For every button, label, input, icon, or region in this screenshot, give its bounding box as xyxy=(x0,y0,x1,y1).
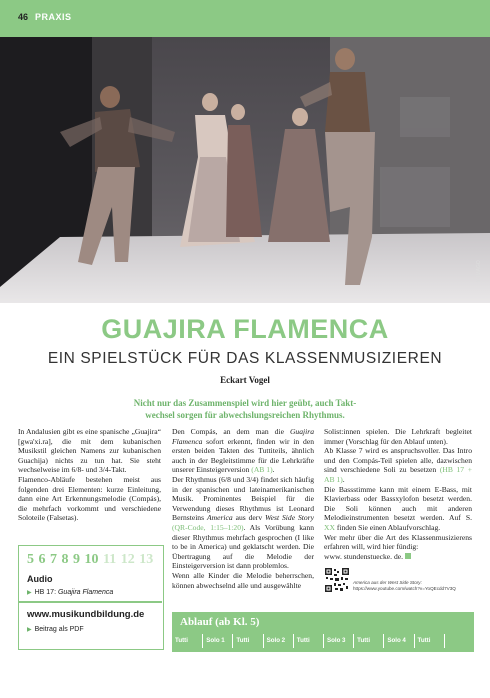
text-run-italic: West Side Story xyxy=(265,513,314,523)
info-box xyxy=(18,545,164,650)
paragraph xyxy=(172,427,314,475)
grade-number-inactive: 12 xyxy=(120,552,135,567)
hero-photo xyxy=(0,37,490,303)
column-1 xyxy=(18,427,161,523)
text-run: finden Sie einen Ablaufvorschlag. xyxy=(334,522,441,532)
divider xyxy=(19,601,162,603)
end-mark-icon xyxy=(405,553,411,559)
ref-link[interactable]: (QR-Code, 1:15–1:20) xyxy=(172,522,244,532)
dancers-photo-illustration xyxy=(0,37,490,303)
ablauf-cell xyxy=(444,634,474,648)
ablauf-cell: Tutti xyxy=(353,634,383,648)
ablauf-cell: Solo 4 xyxy=(383,634,413,648)
text-run: . Als Vorübung kann dieser Rhythmus mehrfach gesprochen (I like to be in America) und geklatscht werden. Die Übertragung auf die Melodie der Einsteigerversion ist dann problemlos. xyxy=(172,522,314,571)
column-2 xyxy=(172,427,314,590)
website-url[interactable]: www.musikundbildung.de xyxy=(27,609,145,620)
triangle-icon: ▶ xyxy=(27,627,32,633)
text-run: Den Compás, an dem man die xyxy=(172,427,290,436)
column-3 xyxy=(324,427,472,561)
qr-caption-url[interactable]: https://www.youtube.com/watch?v=YoQEcdd7V3Q xyxy=(353,586,456,591)
text-run: . xyxy=(272,465,275,475)
author-name: Eckart Vogel xyxy=(220,375,270,385)
ablauf-cell: Tutti xyxy=(414,634,444,648)
grade-number: 9 xyxy=(73,552,80,567)
section-label: PRAXIS xyxy=(35,12,72,22)
pdf-label: Beitrag als PDF xyxy=(34,626,84,633)
article-title: GUAJIRA FLAMENCA xyxy=(101,314,389,344)
text-run: Ab Klasse 7 wird es anspruchsvoller. Das Intro und den Compás-Teil spielen alle, dazwischen sind verschiedene Soli zu besetzen xyxy=(324,446,472,475)
paragraph: In Andalusien gibt es eine spanische „Guajira“ [gwa'xi.ra], die mit dem kubanischen Musikstil gleichen Namens zur kubanischen Guachija) nichts zu tun hat. Sie steht wechselweise im 6/8- und 3/4-Takt. xyxy=(18,427,161,475)
track-prefix: HB 17: xyxy=(34,589,58,596)
ref-link[interactable]: (AB 1) xyxy=(251,465,273,475)
text-run-italic: Guajira Flamenca xyxy=(172,427,314,446)
lead-text xyxy=(100,397,390,421)
paragraph xyxy=(324,446,472,484)
pdf-link[interactable] xyxy=(27,626,84,633)
ablauf-cell: Solo 3 xyxy=(323,634,353,648)
lead-line-2: wechsel sorgen für abwechslungsreichen Rhythmus. xyxy=(145,410,345,420)
qr-code-icon[interactable] xyxy=(325,568,349,592)
text-run: Die Bassstimme kann mit einem E-Bass, mit Klavierbass oder Bassxylofon besetzt werden. Die Soli können auch mit anderen Melodieinstrumenten besetzt werden. Auf S. xyxy=(324,484,472,523)
page-header xyxy=(0,0,490,37)
paragraph: Wer mehr über die Art des Klassenmusizierens erfahren will, wird hier fündig: xyxy=(324,532,472,552)
ablauf-sequence xyxy=(172,634,474,648)
text-run: Der Rhythmus (6/8 und 3/4) findet sich häufig in der spanischen und lateinamerikanischen Musik. Prominentes Beispiel für die Verwendung dieses Rhythmus ist Leonard Bernsteins xyxy=(172,474,314,523)
play-triangle-icon: ▶ xyxy=(27,590,32,596)
page-number: 46 xyxy=(18,12,29,22)
paragraph xyxy=(324,552,472,562)
lead-line-1: Nicht nur das Zusammenspiel wird hier geübt, auch Takt- xyxy=(133,398,357,408)
ablauf-cell: Solo 1 xyxy=(202,634,232,648)
paragraph xyxy=(172,475,314,571)
grade-number: 8 xyxy=(61,552,69,567)
qr-caption xyxy=(353,580,483,592)
text-run: . xyxy=(342,474,345,484)
ablauf-box xyxy=(172,612,474,652)
ablauf-cell: Solo 2 xyxy=(263,634,293,648)
paragraph: Solist:innen spielen. Die Lehrkraft begleitet immer (Vorschlag für den Ablauf unten). xyxy=(324,427,472,446)
grade-number-inactive: 11 xyxy=(103,552,117,567)
audio-track[interactable] xyxy=(27,589,113,596)
paragraph: Flamenco-Abläufe bestehen meist aus folgenden drei Elementen: kurze Einleitung, dann eine Art Erkennungsmelodie (Compás), die mehrfach vorkommt und verschiedene Soloteile (Falsetas). xyxy=(18,474,161,523)
text-run-italic: America xyxy=(206,513,233,523)
ablauf-title: Ablauf (ab Kl. 5) xyxy=(180,616,260,628)
qr-caption-title: America aus der West Side Story: xyxy=(353,580,422,585)
ablauf-cell: Tutti xyxy=(232,634,262,648)
grade-number: 6 xyxy=(38,552,46,567)
article-subtitle: EIN SPIELSTÜCK FÜR DAS KLASSENMUSIZIEREN xyxy=(47,350,443,367)
grade-number-inactive: 13 xyxy=(139,552,154,567)
grade-levels xyxy=(27,552,154,568)
text-run: aus derv xyxy=(232,513,266,523)
ablauf-cell: Tutti xyxy=(293,634,323,648)
ref-link[interactable]: XX xyxy=(324,522,335,532)
ablauf-cell: Tutti xyxy=(175,637,188,644)
grade-number: 7 xyxy=(50,552,57,567)
track-title: Guajira Flamenca xyxy=(57,589,114,596)
paragraph xyxy=(324,485,472,533)
text-run: sofort erkennt, finden wir in den ersten beiden Takten des Tuttiteils, ähnlich auch in der Begleitstimme für die Lehrkräfte unserer Einsteigerversion xyxy=(172,436,314,475)
audio-label: Audio xyxy=(27,574,53,584)
grade-number: 5 xyxy=(27,552,34,567)
grade-number: 10 xyxy=(84,552,99,567)
paragraph: Wenn alle Kinder die Melodie beherrschen, können abwechselnd alle und ausgewählte xyxy=(172,570,314,590)
photo-credit: © IMAGO xyxy=(476,260,482,282)
website-link[interactable]: www. stundenstuecke. de. xyxy=(324,551,404,561)
ref-link[interactable]: (HB 17 + AB 1) xyxy=(324,465,472,484)
